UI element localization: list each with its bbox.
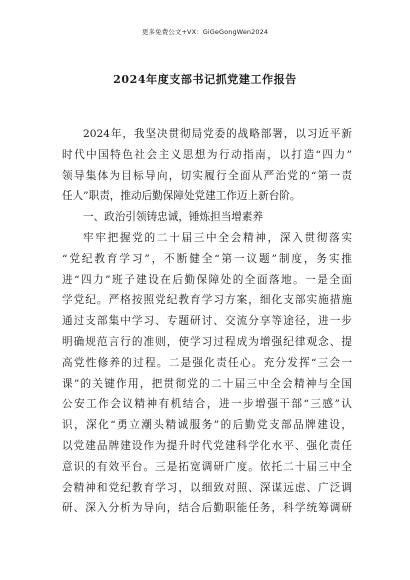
paragraph-line: 课”的关键作用，把贯彻党的二十届三中全会精神与全国 (62, 377, 352, 390)
paragraph-line: “党纪教育学习”，不断健全“第一议题”制度，务实推 (62, 252, 352, 265)
paragraph-line: 会精神和党纪教育学习，以细致对照、深谋远虑、广泛调 (62, 481, 352, 494)
paragraph-line: 以党建品牌建设作为提升时代党建科学化水平、强化责任 (62, 439, 352, 452)
paragraph-line: 时代中国特色社会主义思想为行动指南，以打造“四力” (62, 148, 352, 161)
header-note: 更多免费公文+VX：GiGeGongWen2024 (141, 28, 269, 36)
paragraph-line: 牢牢把握党的二十届三中全会精神，深入贯彻落实 (83, 231, 352, 244)
paragraph-line: 2024年，我坚决贯彻局党委的战略部署，以习近平新 (83, 128, 352, 140)
paragraph-line: 进“四力”班子建设在后勤保障处的全面落地。一是全面 (62, 273, 352, 286)
document-body (62, 124, 352, 519)
document-title: 2024年度支部书记抓党建工作报告 (113, 73, 297, 86)
paragraph-line: 通过支部集中学习、专题研讨、交流分享等途径，进一步 (62, 315, 352, 328)
paragraph-line: 明确规范言行的准则，使学习过程成为增强纪律观念、提 (62, 335, 352, 348)
paragraph-line: 一、政治引领铸忠诚，锤炼担当增素养 (83, 211, 264, 224)
paragraph-line: 研、深入分析为导向，结合后勤职能任务，科学统筹调研 (62, 502, 352, 515)
paragraph-line: 识，深化“勇立潮头精诚服务”的后勤党支部品牌建设， (62, 419, 352, 432)
paragraph-line: 意识的有效平台。三是拓宽调研广度。依托二十届三中全 (62, 460, 352, 473)
paragraph-line: 公安工作会议精神有机结合，进一步增强干部“三感”认 (62, 398, 352, 411)
paragraph-line: 任人”职责，推动后勤保障处党建工作迈上新台阶。 (62, 190, 301, 203)
paragraph-line: 高党性修养的过程。二是强化责任心。充分发挥“三会一 (62, 356, 352, 369)
paragraph-line: 领导集体为目标导向，切实履行全面从严治党的“第一责 (62, 169, 352, 182)
paragraph-line: 学党纪。严格按照党纪教育学习方案，细化支部实施措施 (62, 294, 352, 307)
